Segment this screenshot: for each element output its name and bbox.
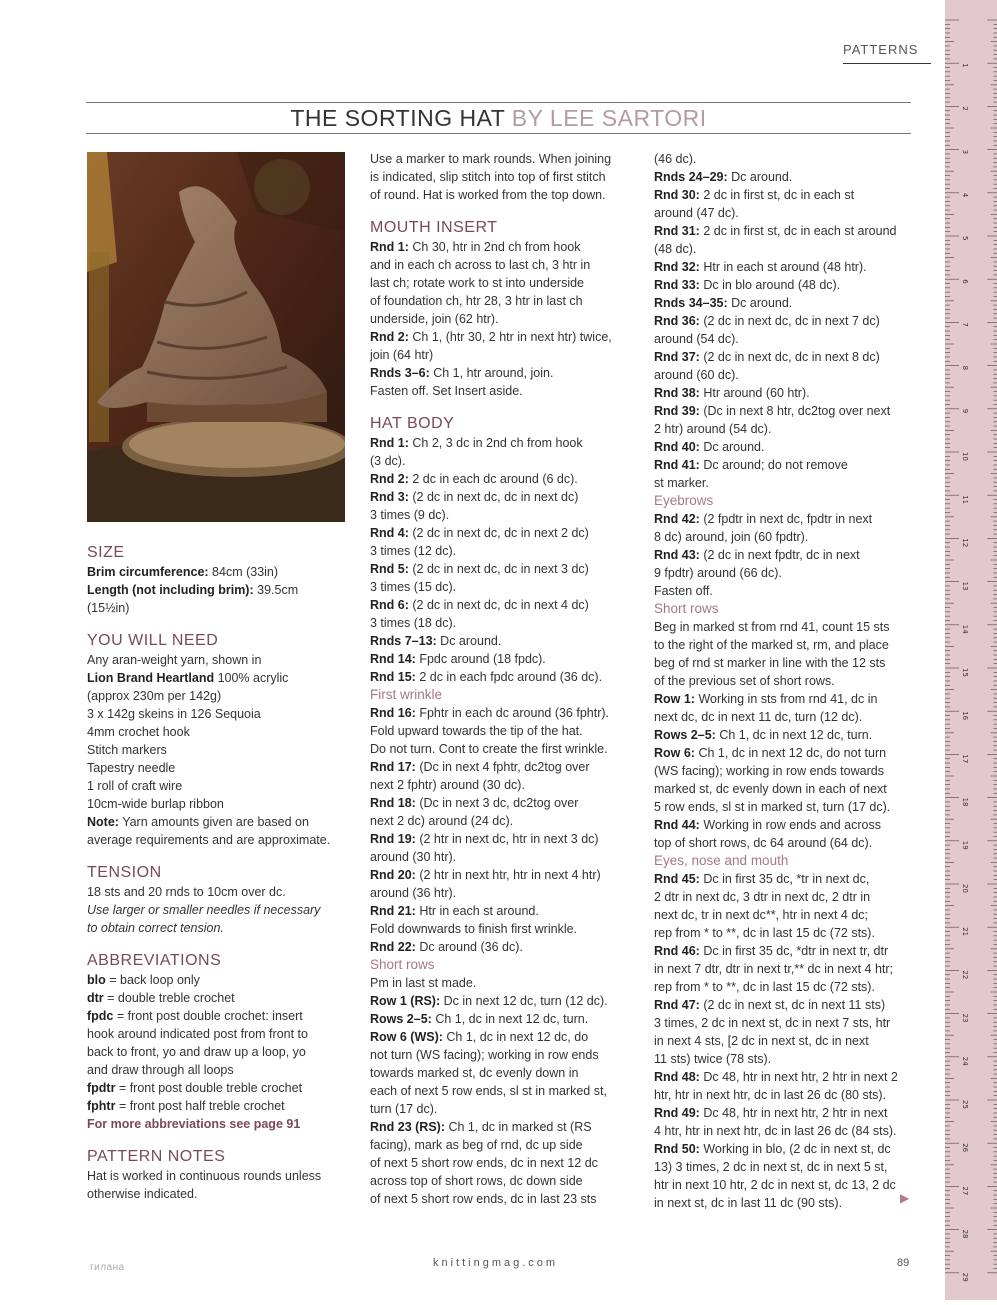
section-label: PATTERNS (843, 42, 931, 64)
pattern-line: next 2 fphtr) around (30 dc). (370, 778, 525, 792)
eyes-nose-mouth-subheading: Eyes, nose and mouth (654, 853, 789, 868)
pattern-line: Rnd 15: 2 dc in each fpdc around (36 dc). (370, 670, 603, 684)
ruler-label: 5 (961, 236, 969, 241)
pattern-line: rep from * to **, dc in last 15 dc (72 sts). (654, 980, 875, 994)
pattern-line: to the right of the marked st, rm, and place (654, 638, 889, 652)
intro-line: Use a marker to mark rounds. When joining (370, 152, 612, 166)
pattern-line: Rnd 39: (Dc in next 8 htr, dc2tog over next (654, 404, 891, 418)
ruler-ticks (945, 0, 997, 1300)
pattern-line: Rnd 48: Dc 48, htr in next htr, 2 htr in next 2 (654, 1070, 898, 1084)
pattern-line: of foundation ch, htr 28, 3 htr in last ch (370, 294, 583, 308)
pattern-line: around (36 htr). (370, 886, 457, 900)
ruler-label: 10 (961, 452, 969, 461)
mouth-insert-heading: MOUTH INSERT (370, 219, 498, 236)
pattern-line: of next 5 short row ends, dc in next 12 dc (370, 1156, 598, 1170)
tension-line: Use larger or smaller needles if necessary (87, 903, 321, 917)
ruler-label: 19 (961, 840, 969, 850)
pattern-line: Rnd 4: (2 dc in next dc, dc in next 2 dc) (370, 526, 589, 540)
pattern-line: Rnd 42: (2 fpdtr in next dc, fpdtr in next (654, 512, 873, 526)
measuring-ruler (945, 0, 997, 1300)
ruler-label: 14 (961, 624, 969, 634)
pattern-line: Rnds 34–35: Dc around. (654, 296, 793, 310)
pattern-line: 2 htr) around (54 dc). (654, 422, 772, 436)
pattern-line: Rnds 7–13: Dc around. (370, 634, 502, 648)
ruler-label: 3 (961, 149, 969, 155)
ruler-label: 26 (961, 1143, 969, 1153)
abbr-item: blo = back loop only (87, 973, 200, 987)
more-abbreviations-link[interactable]: For more abbreviations see page 91 (87, 1117, 301, 1131)
pattern-line: 8 dc) around, join (60 fpdtr). (654, 530, 809, 544)
pattern-line: Rnd 14: Fpdc around (18 fpdc). (370, 652, 546, 666)
pattern-line: around (30 htr). (370, 850, 457, 864)
ruler-label: 22 (961, 970, 969, 980)
notes-line: otherwise indicated. (87, 1187, 198, 1201)
pattern-line: Row 6: Ch 1, dc in next 12 dc, do not turn (654, 746, 887, 760)
ruler-label: 9 (961, 408, 969, 414)
pattern-line: Fold downwards to finish first wrinkle. (370, 922, 578, 936)
pattern-line: Rnd 45: Dc in first 35 dc, *tr in next dc, (654, 872, 870, 886)
pattern-line: Rows 2–5: Ch 1, dc in next 12 dc, turn. (654, 728, 873, 742)
ruler-label: 7 (961, 322, 969, 327)
pattern-line: Pm in last st made. (370, 976, 477, 990)
need-line: 10cm-wide burlap ribbon (87, 797, 224, 811)
footer-mark: гилана (90, 1262, 125, 1273)
pattern-line: (46 dc). (654, 152, 697, 166)
notes-line: Hat is worked in continuous rounds unless (87, 1169, 322, 1183)
hat-body-heading: HAT BODY (370, 415, 455, 432)
pattern-line: around (47 dc). (654, 206, 739, 220)
pattern-line: not turn (WS facing); working in row ends (370, 1048, 599, 1062)
pattern-line: Rnd 43: (2 dc in next fpdtr, dc in next (654, 548, 860, 562)
pattern-line: 3 times (12 dc). (370, 544, 457, 558)
pattern-line: Rnd 1: Ch 2, 3 dc in 2nd ch from hook (370, 436, 583, 450)
title-main: THE SORTING HAT (290, 105, 505, 131)
pattern-line: st marker. (654, 476, 709, 490)
need-line: Any aran-weight yarn, shown in (87, 653, 262, 667)
pattern-line: of next 5 short row ends, dc in last 23 sts (370, 1192, 597, 1206)
abbr-item: back to front, yo and draw up a loop, yo (87, 1045, 306, 1059)
pattern-line: last ch; rotate work to st into underside (370, 276, 584, 290)
need-note: Note: Yarn amounts given are based on (87, 815, 309, 829)
pattern-line: Rnd 38: Htr around (60 htr). (654, 386, 810, 400)
pattern-line: (3 dc). (370, 454, 406, 468)
pattern-line: Rnd 32: Htr in each st around (48 htr). (654, 260, 867, 274)
short-rows-subheading: Short rows (654, 601, 719, 616)
need-line: 3 x 142g skeins in 126 Sequoia (87, 707, 261, 721)
ruler-label: 11 (961, 495, 969, 505)
ruler-label: 8 (961, 365, 969, 371)
pattern-line: in next 4 sts, [2 dc in next st, dc in next (654, 1034, 869, 1048)
pattern-line: marked st, dc evenly down in each of next (654, 782, 887, 796)
need-line: (approx 230m per 142g) (87, 689, 222, 703)
pattern-line: 4 htr, htr in next htr, dc in last 26 dc (84 sts). (654, 1124, 897, 1138)
pattern-line: turn (17 dc). (370, 1102, 438, 1116)
ruler-label: 2 (961, 106, 969, 111)
pattern-line: Rnds 24–29: Dc around. (654, 170, 793, 184)
pattern-line: Rnd 22: Dc around (36 dc). (370, 940, 523, 954)
pattern-line: Rnd 37: (2 dc in next dc, dc in next 8 dc) (654, 350, 880, 364)
page-title (86, 102, 911, 134)
pattern-line: Rnd 20: (2 htr in next htr, htr in next 4 htr) (370, 868, 601, 882)
need-line: 1 roll of craft wire (87, 779, 183, 793)
pattern-line: Rnd 3: (2 dc in next dc, dc in next dc) (370, 490, 579, 504)
ruler-label: 20 (961, 884, 969, 893)
pattern-notes-heading: PATTERN NOTES (87, 1148, 226, 1165)
abbr-item: hook around indicated post from front to (87, 1027, 308, 1041)
pattern-line: around (54 dc). (654, 332, 739, 346)
pattern-line: next dc, dc in next 11 dc, turn (12 dc). (654, 710, 863, 724)
intro-line: is indicated, slip stitch into top of first stitch (370, 170, 606, 184)
pattern-line: Rnd 17: (Dc in next 4 fphtr, dc2tog over (370, 760, 590, 774)
pattern-line: Rnd 30: 2 dc in first st, dc in each st (654, 188, 855, 202)
pattern-line: Fasten off. Set Insert aside. (370, 384, 523, 398)
size-heading: SIZE (87, 544, 125, 561)
pattern-line: Rnd 47: (2 dc in next st, dc in next 11 sts) (654, 998, 886, 1012)
pattern-line: Rnd 44: Working in row ends and across (654, 818, 881, 832)
column-middle (370, 150, 632, 1208)
pattern-line: Rnd 19: (2 htr in next dc, htr in next 3 dc) (370, 832, 599, 846)
abbr-item: dtr = double treble crochet (87, 991, 235, 1005)
ruler-label: 17 (961, 754, 969, 764)
pattern-line: next dc, tr in next dc**, htr in next 4 dc; (654, 908, 868, 922)
pattern-line: 13) 3 times, 2 dc in next st, dc in next 5 st, (654, 1160, 888, 1174)
pattern-line: Rnd 5: (2 dc in next dc, dc in next 3 dc) (370, 562, 589, 576)
page-number: 89 (897, 1257, 910, 1269)
pattern-line: Fold upward towards the tip of the hat. (370, 724, 583, 738)
pattern-line: Fasten off. (654, 584, 713, 598)
pattern-line: 2 dtr in next dc, 3 dtr in next dc, 2 dtr in (654, 890, 871, 904)
pattern-line: in next st, dc in last 11 dc (90 sts). (654, 1196, 843, 1210)
pattern-line: htr, htr in next htr, dc in last 26 dc (80 sts). (654, 1088, 887, 1102)
sorting-hat-photo (87, 152, 345, 522)
pattern-line: 3 times (18 dc). (370, 616, 457, 630)
size-length-cont: (15½in) (87, 601, 130, 615)
pattern-line: (48 dc). (654, 242, 697, 256)
pattern-line: Rows 2–5: Ch 1, dc in next 12 dc, turn. (370, 1012, 589, 1026)
pattern-line: 9 fpdtr) around (66 dc). (654, 566, 782, 580)
pattern-line: next 2 dc) around (24 dc). (370, 814, 514, 828)
ruler-label: 21 (961, 927, 969, 937)
pattern-line: Do not turn. Cont to create the first wrinkle. (370, 742, 608, 756)
pattern-line: Row 1 (RS): Dc in next 12 dc, turn (12 dc). (370, 994, 608, 1008)
pattern-line: Rnd 18: (Dc in next 3 dc, dc2tog over (370, 796, 579, 810)
size-brim: Brim circumference: 84cm (33in) (87, 565, 279, 579)
ruler-label: 25 (961, 1100, 969, 1109)
abbreviations-heading: ABBREVIATIONS (87, 952, 222, 969)
eyebrows-subheading: Eyebrows (654, 493, 714, 508)
intro-line: of round. Hat is worked from the top down. (370, 188, 606, 202)
pattern-line: htr in next 10 htr, 2 dc in next st, dc 13, 2 dc (654, 1178, 896, 1192)
pattern-line: Rnd 41: Dc around; do not remove (654, 458, 848, 472)
column-right (654, 150, 916, 1212)
continue-arrow-icon: ▶ (900, 1191, 910, 1205)
pattern-line: Rnd 31: 2 dc in first st, dc in each st around (654, 224, 897, 238)
pattern-line: Rnd 2: 2 dc in each dc around (6 dc). (370, 472, 578, 486)
pattern-line: Rnd 49: Dc 48, htr in next htr, 2 htr in next (654, 1106, 888, 1120)
pattern-line: Rnd 16: Fphtr in each dc around (36 fphtr). (370, 706, 610, 720)
pattern-line: Row 6 (WS): Ch 1, dc in next 12 dc, do (370, 1030, 589, 1044)
ruler-label: 15 (961, 668, 969, 677)
pattern-line: and in each ch across to last ch, 3 htr in (370, 258, 591, 272)
pattern-line: Rnd 1: Ch 30, htr in 2nd ch from hook (370, 240, 581, 254)
need-line: Tapestry needle (87, 761, 176, 775)
need-line: Stitch markers (87, 743, 167, 757)
pattern-line: Beg in marked st from rnd 41, count 15 sts (654, 620, 890, 634)
pattern-line: across top of short rows, dc down side (370, 1174, 583, 1188)
pattern-line: 3 times, 2 dc in next st, dc in next 7 sts, htr (654, 1016, 891, 1030)
ruler-label: 24 (961, 1056, 969, 1066)
pattern-line: Rnd 50: Working in blo, (2 dc in next st, dc (654, 1142, 891, 1156)
title-author: BY LEE SARTORI (504, 105, 707, 131)
ruler-label: 28 (961, 1229, 969, 1239)
pattern-line: 5 row ends, sl st in marked st, turn (17 dc). (654, 800, 891, 814)
size-length: Length (not including brim): 39.5cm (87, 583, 299, 597)
pattern-line: underside, join (62 htr). (370, 312, 499, 326)
tension-line: 18 sts and 20 rnds to 10cm over dc. (87, 885, 286, 899)
pattern-line: Rnd 2: Ch 1, (htr 30, 2 htr in next htr) twice, (370, 330, 612, 344)
ruler-label: 16 (961, 711, 969, 721)
ruler-label: 27 (961, 1186, 969, 1196)
ruler-label: 1 (961, 63, 969, 68)
pattern-line: top of short rows, dc 64 around (64 dc). (654, 836, 873, 850)
abbr-item: fphtr = front post half treble crochet (87, 1099, 285, 1113)
ruler-label: 13 (961, 581, 969, 591)
pattern-line: around (60 dc). (654, 368, 739, 382)
pattern-line: beg of rnd st marker in line with the 12 sts (654, 656, 886, 670)
pattern-line: join (64 htr) (370, 348, 434, 362)
ruler-label: 18 (961, 797, 969, 807)
pattern-line: Rnd 21: Htr in each st around. (370, 904, 539, 918)
pattern-line: Row 1: Working in sts from rnd 41, dc in (654, 692, 878, 706)
pattern-line: facing), mark as beg of rnd, dc up side (370, 1138, 583, 1152)
pattern-line: Rnd 40: Dc around. (654, 440, 765, 454)
pattern-line: (WS facing); working in row ends towards (654, 764, 884, 778)
need-brand: Lion Brand Heartland 100% acrylic (87, 671, 289, 685)
tension-heading: TENSION (87, 864, 162, 881)
pattern-line: towards marked st, dc evenly down in (370, 1066, 579, 1080)
pattern-line: 11 sts) twice (78 sts). (654, 1052, 772, 1066)
ruler-label: 23 (961, 1013, 969, 1023)
pattern-line: Rnds 3–6: Ch 1, htr around, join. (370, 366, 554, 380)
short-rows-subheading: Short rows (370, 957, 435, 972)
ruler-label: 12 (961, 538, 969, 548)
abbr-item: fpdc = front post double crochet: insert (87, 1009, 303, 1023)
column-left (87, 543, 349, 1203)
ruler-label: 4 (961, 192, 969, 198)
ruler-label: 29 (961, 1272, 969, 1282)
pattern-line: 3 times (9 dc). (370, 508, 450, 522)
pattern-line: Rnd 23 (RS): Ch 1, dc in marked st (RS (370, 1120, 592, 1134)
pattern-line: of the previous set of short rows. (654, 674, 835, 688)
pattern-line: each of next 5 row ends, sl st in marked st, (370, 1084, 607, 1098)
footer-website: knittingmag.com (433, 1257, 559, 1269)
tension-line: to obtain correct tension. (87, 921, 224, 935)
need-heading: YOU WILL NEED (87, 632, 219, 649)
need-note-cont: average requirements and are approximate. (87, 833, 331, 847)
pattern-line: 3 times (15 dc). (370, 580, 457, 594)
pattern-line: Rnd 33: Dc in blo around (48 dc). (654, 278, 841, 292)
need-line: 4mm crochet hook (87, 725, 190, 739)
pattern-line: in next 7 dtr, dtr in next tr,** dc in next 4 htr; (654, 962, 894, 976)
abbr-item: and draw through all loops (87, 1063, 234, 1077)
pattern-line: Rnd 36: (2 dc in next dc, dc in next 7 dc) (654, 314, 880, 328)
pattern-line: Rnd 46: Dc in first 35 dc, *dtr in next tr, dtr (654, 944, 889, 958)
abbr-item: fpdtr = front post double treble crochet (87, 1081, 303, 1095)
pattern-line: Rnd 6: (2 dc in next dc, dc in next 4 dc) (370, 598, 589, 612)
pattern-line: rep from * to **, dc in last 15 dc (72 sts). (654, 926, 875, 940)
ruler-label: 6 (961, 279, 969, 284)
first-wrinkle-subheading: First wrinkle (370, 687, 443, 702)
